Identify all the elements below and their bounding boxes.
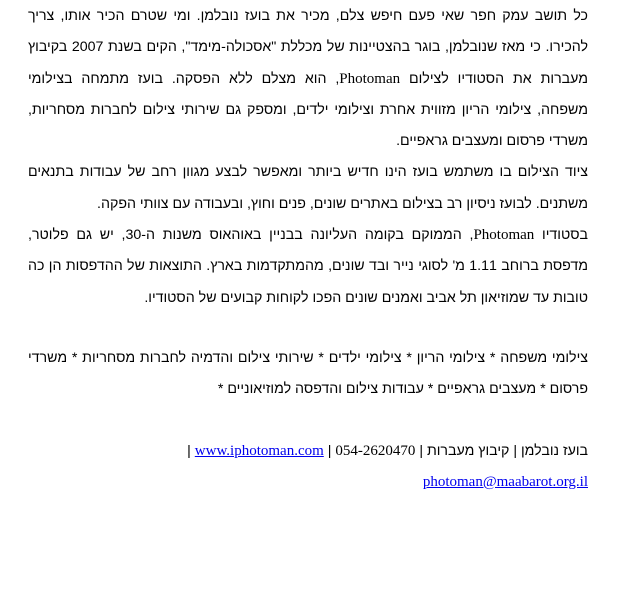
intro-text-end: , הוא מצלם ללא הפסקה. בועז מתמחה בצילומי משפחה, צילומי הריון מזווית אחרת וצילומי ילדים, ומספק גם שירותי צילום לחברות מסחריות, משרדי פרסום ומעצבים גראפיים. xyxy=(28,70,588,150)
signature-trailing-separator: | xyxy=(187,442,195,459)
studio-brand-name: Photoman xyxy=(339,70,401,87)
signature-separator: | xyxy=(323,442,336,459)
email-link[interactable]: photoman@maabarot.org.il xyxy=(422,473,588,490)
signature-line xyxy=(28,436,588,467)
studio-brand-name-2: Photoman xyxy=(473,227,535,244)
website-link[interactable]: www.iphotoman.com xyxy=(194,442,324,459)
studio-paragraph xyxy=(28,220,588,314)
intro-paragraph xyxy=(28,0,588,157)
studio-text-start: בסטודיו xyxy=(534,227,588,244)
studio-text-end: , הממוקם בקומה העליונה בבניין באוהאוס משנות ה-30, יש גם פלוטר, מדפסת ברוחב 1.11 מ' לסוגי נייר ובד שונים, מהמתקדמות בארץ. התוצאות של ההדפסות הן כה טובות עד שמוזיאון תל אביב ואמנים שונים הפכו לקוחות קבועים של הסטודיו. xyxy=(28,227,589,306)
services-list: צילומי משפחה * צילומי הריון * צילומי ילדים * שירותי צילום והדמיה לחברות מסחריות * משרדי פרסום * מעצבים גראפיים * עבודות צילום והדפסה למוזיאוניים * xyxy=(28,349,588,398)
phone-number: 054-2620470 xyxy=(335,442,416,459)
intro-text-start: כל תושב עמק חפר שאי פעם חיפש צלם, מכיר את בועז נובלמן. ומי שטרם הכיר אותו, צריך להכירו. כי מאז שנובלמן, בוגר בהצטיינות של מכללת "אסכולה-מימד", הקים בשנת 2007 בקיבוץ מעברות את הסטודיו לצילום xyxy=(28,8,589,87)
signature-name-location: בועז נובלמן | קיבוץ מעברות | xyxy=(415,442,588,459)
email-line xyxy=(28,467,588,498)
equipment-paragraph: ציוד הצילום בו משתמש בועז הינו חדיש ביותר ומאפשר לבצע מגוון רחב של עבודות בתנאים משתנים. לבועז ניסיון רב בצילום באתרים שונים, פנים וחוץ, ובעבודה עם צוותי הפקה. xyxy=(28,164,588,212)
